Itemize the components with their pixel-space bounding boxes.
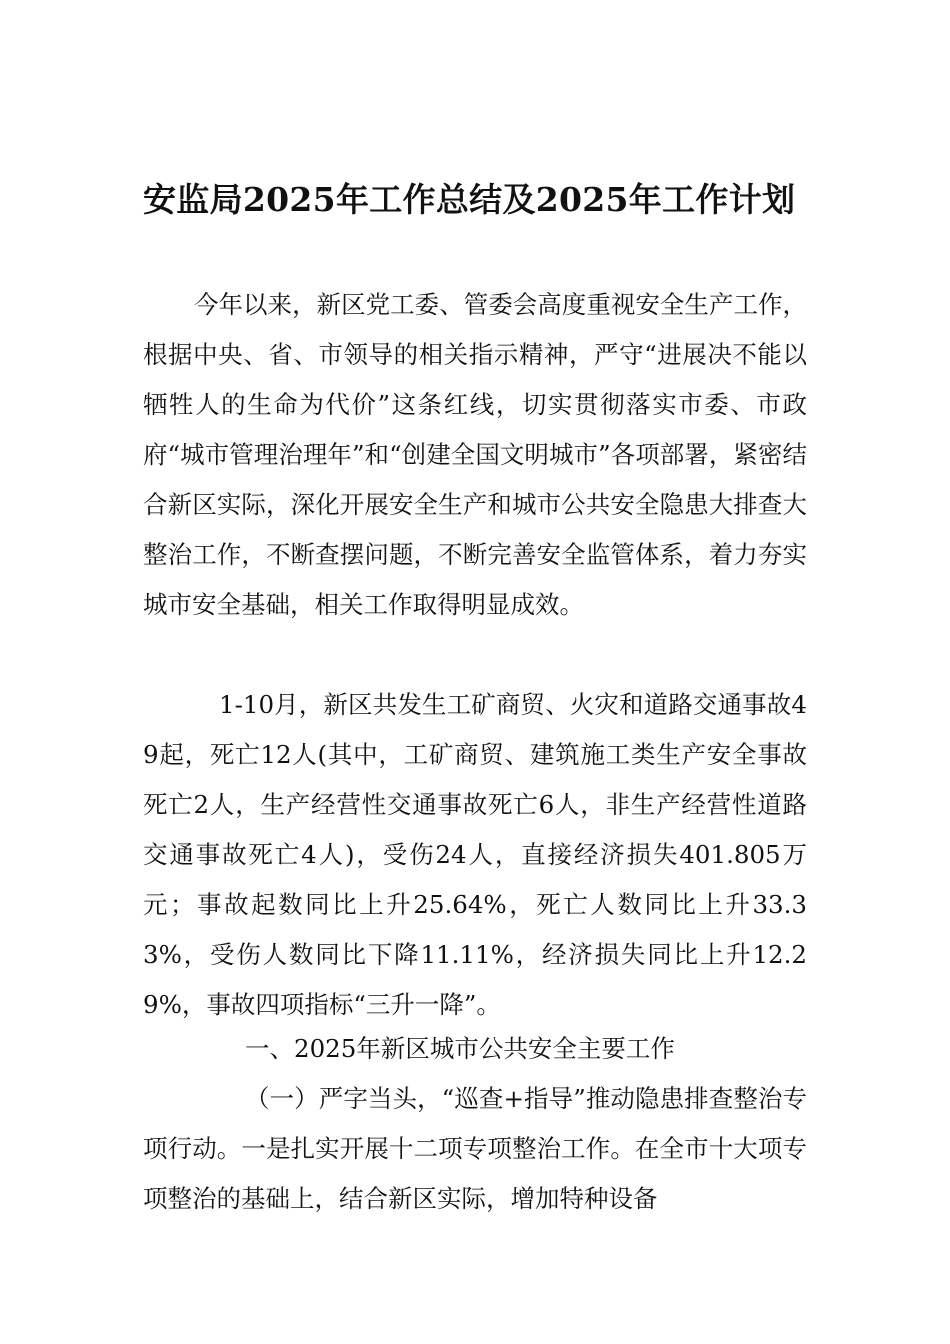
section-body-paragraph: （一）严字当头，“巡查+指导”推动隐患排查整治专项行动。一是扎实开展十二项专项整治工作。在全市十大项专项整治的基础上，结合新区实际，增加特种设备 <box>143 1084 807 1213</box>
document-title: 安监局2025年工作总结及2025年工作计划 <box>143 180 796 219</box>
section-heading: 一、2025年新区城市公共安全主要工作 <box>245 1034 675 1063</box>
statistics-paragraph: 1-10月，新区共发生工矿商贸、火灾和道路交通事故49起，死亡12人(其中，工矿商贸、建筑施工类生产安全事故死亡2人，生产经营性交通事故死亡6人，非生产经营性道路交通事故死亡4人)，受伤24人，直接经济损失401.805万元；事故起数同比上升25.64%，死亡人数同比上升33.33%，受伤人数同比下降11.11%，经济损失同比上升12.29%，事故四项指标“三升一降”。 <box>143 690 807 1019</box>
intro-paragraph: 今年以来，新区党工委、管委会高度重视安全生产工作，根据中央、省、市领导的相关指示精神，严守“进展决不能以牺牲人的生命为代价”这条红线，切实贯彻落实市委、市政府“城市管理治理年”和“创建全国文明城市”各项部署，紧密结合新区实际，深化开展安全生产和城市公共安全隐患大排查大整治工作，不断查摆问题，不断完善安全监管体系，着力夯实城市安全基础，相关工作取得明显成效。 <box>143 290 807 619</box>
